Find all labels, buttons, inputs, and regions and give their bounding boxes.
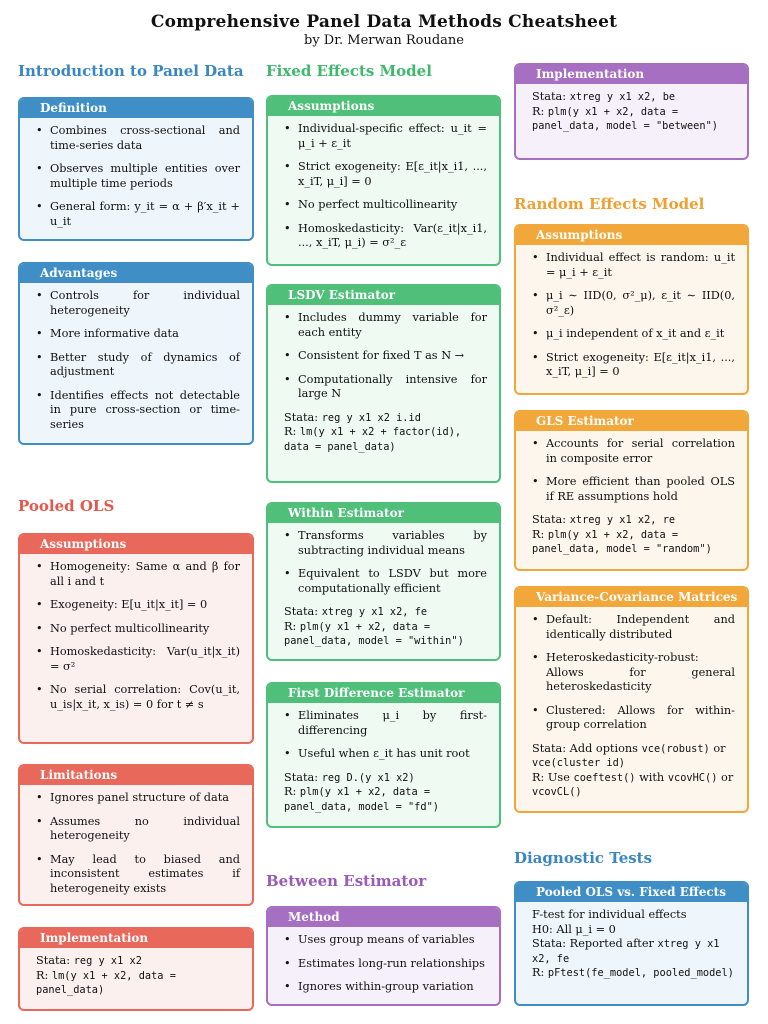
null-hypothesis: H0: All μ_i = 0 <box>532 922 616 936</box>
stata-code: xtreg y x1 x2, be <box>569 91 676 103</box>
card-title: GLS Estimator <box>516 412 747 431</box>
r-label: R: <box>36 968 49 982</box>
r-label: R: <box>284 425 297 438</box>
list-item: • Consistent for fixed T as N → <box>284 349 487 364</box>
stata-text: Stata: Add options <box>532 741 638 755</box>
stata-code: xtreg y x1 x2, fe <box>532 938 720 965</box>
card-definition <box>18 97 254 241</box>
stata-code: xtreg y x1 x2, fe <box>321 606 428 618</box>
card-between-implementation <box>514 63 749 160</box>
r-code: plm(y x1 + x2, data = panel_data, model = "random") <box>532 528 712 555</box>
card-title: Method <box>268 908 499 927</box>
card-gls <box>514 410 749 571</box>
list-item: • No serial correlation: Cov(u_it, u_is|x_it, x_is) = 0 for t ≠ s <box>36 683 240 712</box>
card-vcov <box>514 586 749 813</box>
stata-code: xtreg y x1 x2, re <box>569 514 676 526</box>
stata-label: Stata: <box>284 410 319 424</box>
list-item: • More informative data <box>36 327 240 342</box>
card-title: Within Estimator <box>268 504 499 523</box>
list-item: • Useful when ε_it has unit root <box>284 747 487 762</box>
stata-label: Stata: <box>532 513 567 526</box>
list-item: • Assumes no individual heterogeneity <box>36 815 240 844</box>
list-item: • Heteroskedasticity-robust: Allows for general heteroskedasticity <box>532 651 735 695</box>
r-code: pFtest(fe_model, pooled_model) <box>547 967 734 979</box>
r-label: R: <box>284 785 297 798</box>
card-within <box>266 502 501 661</box>
list-item: • Accounts for serial correlation in composite error <box>532 437 735 466</box>
card-pooled-vs-fixed <box>514 881 749 1006</box>
stata-label: Stata: <box>36 954 71 967</box>
card-pooled-limitations <box>18 764 254 906</box>
list-item: • Exogeneity: E[u_it|x_it] = 0 <box>36 598 240 613</box>
list-item: • Estimates long-run relationships <box>284 957 487 972</box>
test-description: F-test for individual effects <box>532 908 687 921</box>
list-item: • Ignores panel structure of data <box>36 791 240 806</box>
list-item: • Transforms variables by subtracting individual means <box>284 529 487 558</box>
list-item: • Better study of dynamics of adjustment <box>36 351 240 380</box>
card-advantages <box>18 262 254 445</box>
list-item: • General form: y_it = α + β′x_it + u_it <box>36 200 240 229</box>
card-first-difference <box>266 682 501 828</box>
list-item: • Clustered: Allows for within-group correlation <box>532 704 735 733</box>
list-item: • Computationally intensive for large N <box>284 373 487 402</box>
card-fixed-assumptions <box>266 95 501 266</box>
card-title: Variance-Covariance Matrices <box>516 588 747 607</box>
list-item: • Default: Independent and identically distributed <box>532 613 735 642</box>
r-code: coeftest() <box>573 771 636 784</box>
r-label: R: <box>532 966 545 979</box>
list-item: • More efficient than pooled OLS if RE assumptions hold <box>532 475 735 504</box>
list-item: • No perfect multicollinearity <box>36 622 240 637</box>
card-title: Assumptions <box>20 535 252 554</box>
list-item: • Strict exogeneity: E[ε_it|x_i1, ..., x_iT, μ_i] = 0 <box>284 160 487 189</box>
list-item: • Observes multiple entities over multiple time periods <box>36 162 240 191</box>
r-text: R: Use <box>532 770 570 784</box>
r-code: plm(y x1 + x2, data = panel_data, model = "fd") <box>284 786 439 813</box>
list-item: • Equivalent to LSDV but more computationally efficient <box>284 567 487 596</box>
list-item: • No perfect multicollinearity <box>284 198 487 213</box>
list-item: • μ_i independent of x_it and ε_it <box>532 327 735 342</box>
card-title: Implementation <box>516 65 747 84</box>
list-item: • Includes dummy variable for each entity <box>284 311 487 340</box>
card-title: Assumptions <box>516 226 747 245</box>
stata-code: vce(cluster id) <box>532 757 625 769</box>
card-title: Advantages <box>20 264 252 283</box>
card-title: Assumptions <box>268 97 499 116</box>
stata-code: reg D.(y x1 x2) <box>321 771 415 784</box>
list-item: • Controls for individual heterogeneity <box>36 289 240 318</box>
r-code: vcovHC() <box>667 771 718 784</box>
stata-label: Stata: <box>284 605 319 618</box>
list-item: • May lead to biased and inconsistent estimates if heterogeneity exists <box>36 853 240 897</box>
card-pooled-implementation <box>18 927 254 1011</box>
list-item: • Identifies effects not detectable in pure cross-section or time-series <box>36 389 240 433</box>
r-label: R: <box>284 619 297 633</box>
card-title: Definition <box>20 99 252 118</box>
list-item: • Homoskedasticity: Var(u_it|x_it) = σ² <box>36 645 240 674</box>
card-lsdv <box>266 284 501 483</box>
section-title-between: Between Estimator <box>266 872 427 890</box>
list-item: • μ_i ∼ IID(0, σ²_μ), ε_it ∼ IID(0, σ²_ε) <box>532 289 735 318</box>
stata-code: reg y x1 x2 i.id <box>321 411 421 424</box>
list-item: • Eliminates μ_i by first-differencing <box>284 709 487 738</box>
card-title: Pooled OLS vs. Fixed Effects <box>516 883 747 902</box>
section-title-random: Random Effects Model <box>514 195 705 213</box>
list-item: • Combines cross-sectional and time-series data <box>36 124 240 153</box>
r-code: lm(y x1 + x2, data = panel_data) <box>36 969 176 996</box>
section-title-diagnostic: Diagnostic Tests <box>514 849 653 867</box>
card-title: Limitations <box>20 766 252 785</box>
card-title: First Difference Estimator <box>268 684 499 703</box>
r-code: lm(y x1 + x2 + factor(id), data = panel_data) <box>284 426 462 453</box>
list-item: • Homoskedasticity: Var(ε_it|x_i1, ..., x_iT, μ_i) = σ²_ε <box>284 222 487 251</box>
r-code: vcovCL() <box>532 786 582 798</box>
page-author: by Dr. Merwan Roudane <box>304 33 464 48</box>
or-text: or <box>721 770 734 784</box>
list-item: • Ignores within-group variation <box>284 980 487 995</box>
list-item: • Strict exogeneity: E[ε_it|x_i1, ..., x_iT, μ_i] = 0 <box>532 351 735 380</box>
card-random-assumptions <box>514 224 749 395</box>
list-item: • Uses group means of variables <box>284 933 487 948</box>
stata-label: Stata: <box>284 770 319 784</box>
card-pooled-assumptions <box>18 533 254 744</box>
page-title: Comprehensive Panel Data Methods Cheatsheet <box>150 12 618 32</box>
r-label: R: <box>532 104 545 118</box>
r-code: plm(y x1 + x2, data = panel_data, model = "between") <box>532 105 718 132</box>
card-between-method <box>266 906 501 1006</box>
list-item: • Individual-specific effect: u_it = μ_i + ε_it <box>284 122 487 151</box>
card-title: Implementation <box>20 929 252 948</box>
stata-code: vce(robust) <box>641 742 710 755</box>
section-title-fixed: Fixed Effects Model <box>266 62 432 80</box>
list-item: • Individual effect is random: u_it = μ_i + ε_it <box>532 251 735 280</box>
stata-code: reg y x1 x2 <box>73 955 142 967</box>
section-title-pooled: Pooled OLS <box>18 497 115 515</box>
page-header <box>0 12 768 48</box>
stata-label: Stata: Reported after <box>532 937 654 950</box>
section-title-intro: Introduction to Panel Data <box>18 62 244 80</box>
with-text: with <box>639 770 665 784</box>
or-text: or <box>713 741 726 755</box>
stata-label: Stata: <box>532 90 567 103</box>
r-label: R: <box>532 527 545 541</box>
r-code: plm(y x1 + x2, data = panel_data, model = "within") <box>284 620 464 647</box>
list-item: • Homogeneity: Same α and β for all i and t <box>36 560 240 589</box>
card-title: LSDV Estimator <box>268 286 499 305</box>
